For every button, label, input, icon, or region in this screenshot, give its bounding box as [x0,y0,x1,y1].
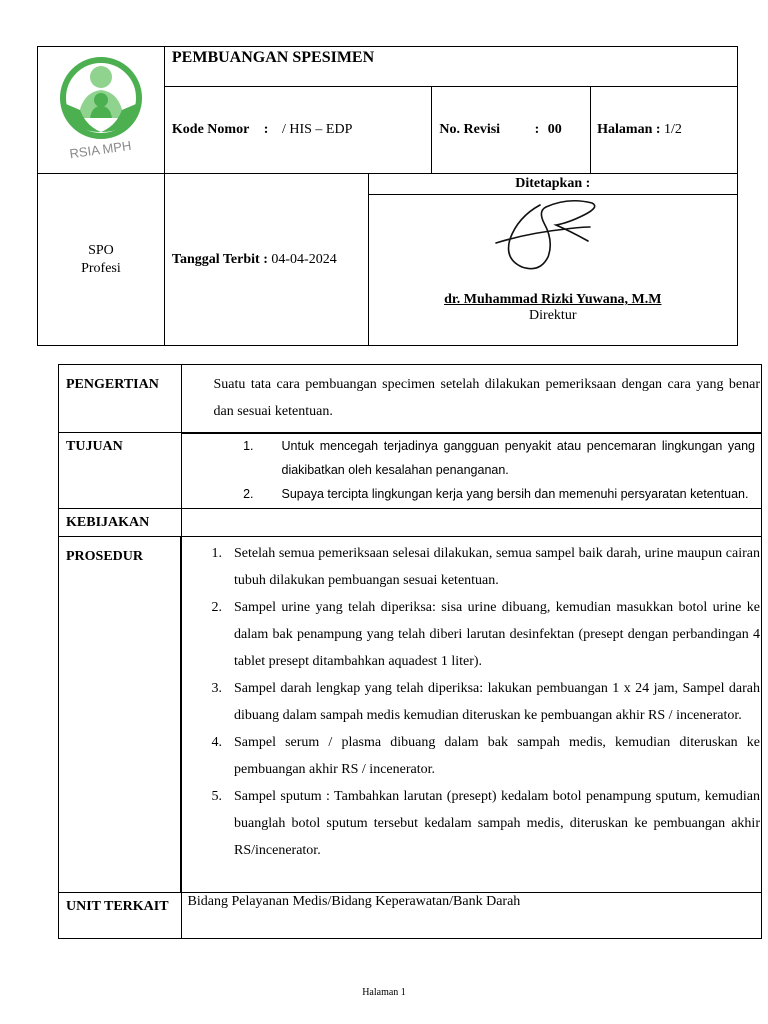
revisi-label: No. Revisi [439,122,501,137]
pengertian-text: Suatu tata cara pembuangan specimen setelah dilakukan pemeriksaan dengan cara yang benar dan sesuai ketentuan. [181,365,762,433]
tujuan-list [182,434,762,506]
kebijakan-text [181,508,762,536]
tanggal-terbit-cell [164,174,368,346]
signature-icon [488,195,618,275]
signer-title: Direktur [529,308,577,323]
list-item: 1. Setelah semua pemeriksaan selesai dilakukan, semua sampel baik darah, urine maupun cairan tubuh dilakukan pembuangan sesuai ketentuan. [211,545,760,588]
unit-terkait-label: UNIT TERKAIT [59,892,182,938]
halaman-label: Halaman : [597,122,661,137]
ditetapkan-label: Ditetapkan : [368,174,737,195]
kode-label: Kode Nomor [171,122,250,137]
prosedur-label: PROSEDUR [59,536,182,892]
list-item: 2. Sampel urine yang telah diperiksa: sisa urine dibuang, kemudian masukkan botol urine ke dalam bak penampung yang telah diberi larutan desinfektan (presept dengan perbandingan 4 tablet presept ditambahkan aquadest 1 liter). [211,599,760,669]
kebijakan-label: KEBIJAKAN [59,508,182,536]
list-item: 1. Untuk mencegah terjadinya gangguan penyakit atau pencemaran lingkungan yang diakibatkan oleh kesalahan penanganan. [243,438,755,477]
signature-cell [368,195,737,346]
pengertian-label: PENGERTIAN [59,365,182,433]
document-title: PEMBUANGAN SPESIMEN [164,47,737,87]
halaman-value: 1/2 [664,122,682,137]
spo-type: Profesi [81,260,121,276]
procedure-table [58,364,762,939]
spo-cell [38,174,165,346]
page-footer: Halaman 1 [362,987,406,998]
tanggal-value: 04-04-2024 [271,251,337,267]
prosedur-cell [181,536,762,892]
revisi-separator: : [534,122,540,137]
tujuan-cell [181,433,762,509]
spo-label: SPO [88,242,114,258]
unit-terkait-text: Bidang Pelayanan Medis/Bidang Keperawatan/Bank Darah [181,892,762,938]
revisi-value: 00 [547,122,562,137]
tanggal-label: Tanggal Terbit : [171,251,268,267]
revisi-cell [432,87,591,174]
signer-name: dr. Muhammad Rizki Yuwana, M.M [444,292,662,307]
logo-cell [38,47,165,174]
prosedur-list [182,540,760,864]
list-item: 3. Sampel darah lengkap yang telah diperiksa: lakukan pembuangan 1 x 24 jam, Sampel darah dibuang dalam sampah medis kemudian diteruskan ke pembuangan akhir RS / incenerator. [211,680,760,723]
list-item: 5. Sampel sputum : Tambahkan larutan (presept) kedalam botol penampung sputum, kemudian buanglah botol sputum tersebut kedalam sampah medis, diteruskan ke pembuangan akhir RS/incenerator. [211,788,760,858]
header-table [37,46,738,346]
tujuan-label: TUJUAN [59,433,182,509]
kode-value: / HIS – EDP [281,122,353,137]
mother-child-hands-logo [56,56,146,160]
kode-separator: : [263,122,269,137]
list-item: 4. Sampel serum / plasma dibuang dalam bak sampah medis, kemudian diteruskan ke pembuangan akhir RS / incenerator. [211,734,760,777]
kode-nomor-cell [164,87,432,174]
logo-text: RSIA MPH [68,137,133,160]
halaman-cell [591,87,738,174]
list-item: 2. Supaya tercipta lingkungan kerja yang bersih dan memenuhi persyaratan ketentuan. [243,486,749,501]
